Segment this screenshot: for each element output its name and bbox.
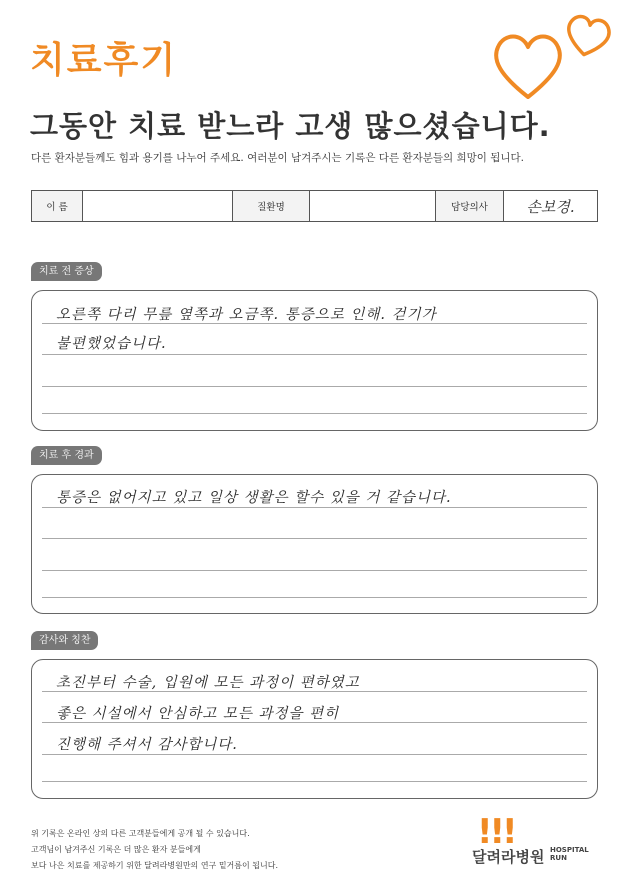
section-tag-thanks: 감사와 칭찬 bbox=[31, 631, 98, 650]
before-line-1: 오른쪽 다리 무릎 옆쪽과 오금쪽. 통증으로 인해. 걷기가 bbox=[56, 307, 437, 323]
doctor-label: 담당의사 bbox=[436, 191, 504, 221]
thanks-line-1: 초진부터 수술, 입원에 모든 과정이 편하였고 bbox=[56, 675, 360, 691]
logo-marks: !!! bbox=[477, 812, 515, 852]
page-title: 치료후기 bbox=[30, 40, 178, 81]
logo-en: HOSPITAL RUN bbox=[550, 846, 589, 862]
headline: 그동안 치료 받느라 고생 많으셨습니다. bbox=[30, 109, 551, 143]
subline: 다른 환자분들께도 힘과 용기를 나누어 주세요. 여러분이 남겨주시는 기록은 다른 환자분들의 희망이 됩니다. bbox=[31, 152, 525, 164]
section-tag-before: 치료 전 증상 bbox=[31, 262, 102, 281]
hospital-logo bbox=[472, 812, 602, 872]
logo-name: 달려라병원 bbox=[472, 848, 545, 866]
disease-field[interactable] bbox=[310, 191, 436, 221]
thanks-line-2: 좋은 시설에서 안심하고 모든 과정을 편히 bbox=[56, 706, 340, 722]
doctor-field[interactable]: 손보경. bbox=[504, 191, 597, 221]
footer-line-3: 보다 나은 치료를 제공하기 위한 달려라병원만의 연구 밑거름이 됩니다. bbox=[31, 861, 278, 870]
name-label: 이 름 bbox=[32, 191, 83, 221]
name-field[interactable] bbox=[83, 191, 233, 221]
footer-line-1: 위 기록은 온라인 상의 다른 고객분들에게 공개 될 수 있습니다. bbox=[31, 829, 250, 838]
disease-label: 질환명 bbox=[233, 191, 310, 221]
before-box[interactable] bbox=[31, 290, 598, 431]
before-line-2: 불편했었습니다. bbox=[56, 336, 167, 352]
section-tag-after: 치료 후 경과 bbox=[31, 446, 102, 465]
after-line-1: 통증은 없어지고 있고 일상 생활은 할수 있을 거 같습니다. bbox=[56, 490, 452, 506]
thanks-box[interactable] bbox=[31, 659, 598, 799]
thanks-line-3: 진행해 주셔서 감사합니다. bbox=[56, 737, 238, 753]
hearts-icon bbox=[490, 5, 620, 105]
patient-info-table bbox=[31, 190, 598, 222]
after-box[interactable] bbox=[31, 474, 598, 614]
footer-line-2: 고객님이 남겨주신 기록은 더 많은 환자 분들에게 bbox=[31, 845, 201, 854]
footer-note bbox=[31, 826, 278, 874]
